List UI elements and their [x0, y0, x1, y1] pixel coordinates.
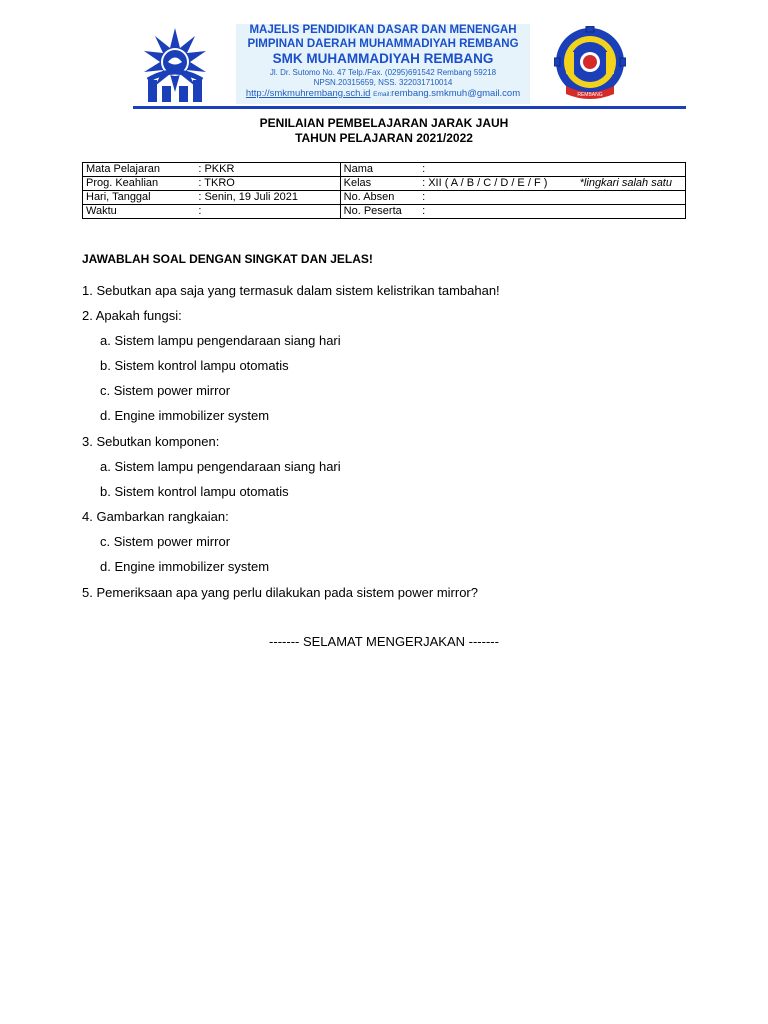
info-value: :: [419, 191, 685, 205]
muhammadiyah-logo-icon: [140, 26, 210, 104]
info-label: No. Peserta: [340, 205, 419, 219]
school-address: Jl. Dr. Sutomo No. 47 Telp./Fax. (0295)691542 Rembang 59218: [269, 67, 497, 77]
info-value: :: [419, 163, 685, 177]
info-value: : Senin, 19 Juli 2021: [195, 191, 340, 205]
instruction-heading: JAWABLAH SOAL DENGAN SINGKAT DAN JELAS!: [82, 252, 373, 266]
letterhead-line2: PIMPINAN DAERAH MUHAMMADIYAH REMBANG: [247, 37, 519, 50]
question-1: 1. Sebutkan apa saja yang termasuk dalam sistem kelistrikan tambahan!: [82, 283, 500, 298]
question-4c: c. Sistem power mirror: [100, 534, 231, 549]
info-value: :: [195, 205, 340, 219]
school-name: SMK MUHAMMADIYAH REMBANG: [272, 51, 494, 66]
smk-logo-text: REMBANG: [577, 92, 603, 98]
info-label: Nama: [340, 163, 419, 177]
smk-logo-icon: [554, 26, 626, 102]
closing-text: ------- SELAMAT MENGERJAKAN -------: [269, 634, 499, 649]
question-2: 2. Apakah fungsi:: [82, 308, 182, 323]
question-5: 5. Pemeriksaan apa yang perlu dilakukan pada sistem power mirror?: [82, 585, 478, 600]
info-label: Waktu: [83, 205, 196, 219]
class-note: *lingkari salah satu: [579, 177, 672, 189]
table-row: [83, 205, 686, 219]
email-address: rembang.smkmuh@gmail.com: [391, 87, 521, 99]
info-label: No. Absen: [340, 191, 419, 205]
info-label: Prog. Keahlian: [83, 177, 196, 191]
school-ids: NPSN.20315659, NSS. 322031710014: [313, 77, 453, 87]
info-value: :: [419, 205, 685, 219]
question-3b: b. Sistem kontrol lampu otomatis: [100, 484, 289, 499]
email-label: Email:: [373, 90, 392, 98]
question-3: 3. Sebutkan komponen:: [82, 434, 220, 449]
class-options: : XII ( A / B / C / D / E / F ): [422, 177, 548, 189]
info-label: Mata Pelajaran: [83, 163, 196, 177]
question-2d: d. Engine immobilizer system: [100, 408, 270, 423]
info-label: Kelas: [340, 177, 419, 191]
table-row: [83, 191, 686, 205]
table-row: [83, 177, 686, 191]
table-row: [83, 163, 686, 177]
info-label: Hari, Tanggal: [83, 191, 196, 205]
question-2a: a. Sistem lampu pengendaraan siang hari: [100, 333, 341, 348]
letterhead: [236, 24, 530, 104]
page-title: [0, 116, 768, 146]
student-info-table: [82, 162, 686, 219]
header-divider: [133, 106, 686, 109]
info-value: : TKRO: [195, 177, 340, 191]
question-3a: a. Sistem lampu pengendaraan siang hari: [100, 459, 341, 474]
question-2b: b. Sistem kontrol lampu otomatis: [100, 358, 289, 373]
title-line1: PENILAIAN PEMBELAJARAN JARAK JAUH: [259, 116, 509, 130]
website-link[interactable]: http://smkmuhrembang.sch.id: [245, 87, 371, 99]
info-value-with-note: [419, 177, 685, 191]
letterhead-line1: MAJELIS PENDIDIKAN DASAR DAN MENENGAH: [249, 24, 517, 36]
question-4d: d. Engine immobilizer system: [100, 559, 270, 574]
question-2c: c. Sistem power mirror: [100, 383, 231, 398]
title-line2: TAHUN PELAJARAN 2021/2022: [295, 131, 473, 145]
question-4: 4. Gambarkan rangkaian:: [82, 509, 229, 524]
info-value: : PKKR: [195, 163, 340, 177]
